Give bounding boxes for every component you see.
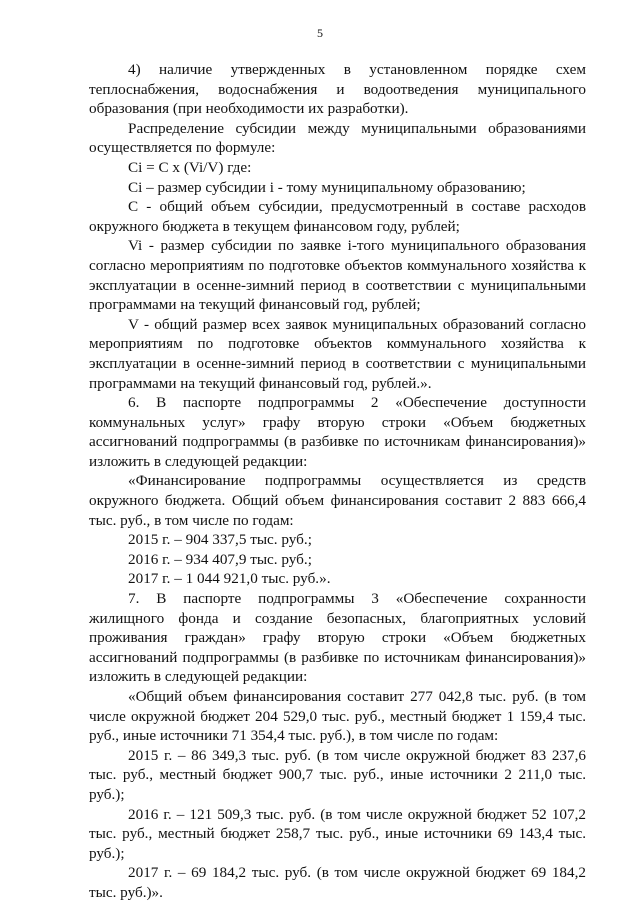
definition-c: C - общий объем субсидии, предусмотренный в составе расходов окружного бюджета в текущем финансовом году, рублей; [89,198,586,235]
definition-ci: Ci – размер субсидии i - тому муниципальному образованию; [128,178,526,196]
year-2016-subprogram-2: 2016 г. – 934 407,9 тыс. руб.; [128,550,312,568]
paragraph-financing-subprogram-3: «Общий объем финансирования составит 277 042,8 тыс. руб. (в том числе окружной бюджет 204 529,0 тыс. руб., местный бюджет 1 159,4 тыс. руб., иные источники 71 354,4 тыс. руб.), в том числе по годам: [89,688,586,745]
formula: Ci = C x (Vi/V) где: [128,158,252,176]
definition-v: V - общий размер всех заявок муниципальных образований согласно мероприятиям по подготовке объектов коммунального хозяйства к эксплуатации в осенне-зимний период в соответствии с муниципальными программами на текущий финансовый год, рублей.». [89,315,586,392]
paragraph-item-4-water-schemes: 4) наличие утвержденных в установленном порядке схем теплоснабжения, водоснабжения и водоотведения муниципального образования (при необходимости их разработки). [89,61,586,118]
paragraph-point-6: 6. В паспорте подпрограммы 2 «Обеспечение доступности коммунальных услуг» графу вторую строки «Объем бюджетных ассигнований подпрограммы (в разбивке по источникам финансирования)» изложить в следующей редакции: [89,394,586,470]
paragraph-financing-subprogram-2: «Финансирование подпрограммы осуществляется из средств окружного бюджета. Общий объем финансирования составит 2 883 666,4 тыс. руб., в том числе по годам: [89,472,586,529]
definition-vi: Vi - размер субсидии по заявке i-того муниципального образования согласно мероприятиям по подготовке объектов коммунального хозяйства к эксплуатации в осенне-зимний период в соответствии с муниципальными программами на текущий финансовый год, рублей; [89,237,586,314]
year-2016-subprogram-3: 2016 г. – 121 509,3 тыс. руб. (в том числе окружной бюджет 52 107,2 тыс. руб., местный бюджет 258,7 тыс. руб., иные источники 69 143,4 тыс. руб.); [89,805,586,862]
year-2015-subprogram-3: 2015 г. – 86 349,3 тыс. руб. (в том числе окружной бюджет 83 237,6 тыс. руб., местный бюджет 900,7 тыс. руб., иные источники 2 211,0 тыс. руб.); [89,746,586,803]
year-2017-subprogram-2: 2017 г. – 1 044 921,0 тыс. руб.». [128,570,331,588]
paragraph-point-7: 7. В паспорте подпрограммы 3 «Обеспечение сохранности жилищного фонда и создание безопасных, благоприятных условий проживания граждан» графу вторую строки «Объем бюджетных ассигнований подпрограммы (в разбивке по источникам финансирования)» изложить в следующей редакции: [89,590,586,686]
year-2017-subprogram-3: 2017 г. – 69 184,2 тыс. руб. (в том числе окружной бюджет 69 184,2 тыс. руб.)». [89,864,586,901]
year-2015-subprogram-2: 2015 г. – 904 337,5 тыс. руб.; [128,531,312,549]
paragraph-subsidy-distribution: Распределение субсидии между муниципальными образованиями осуществляется по формуле: [89,119,586,157]
page-number: 5 [317,26,323,40]
page-body [89,60,586,903]
